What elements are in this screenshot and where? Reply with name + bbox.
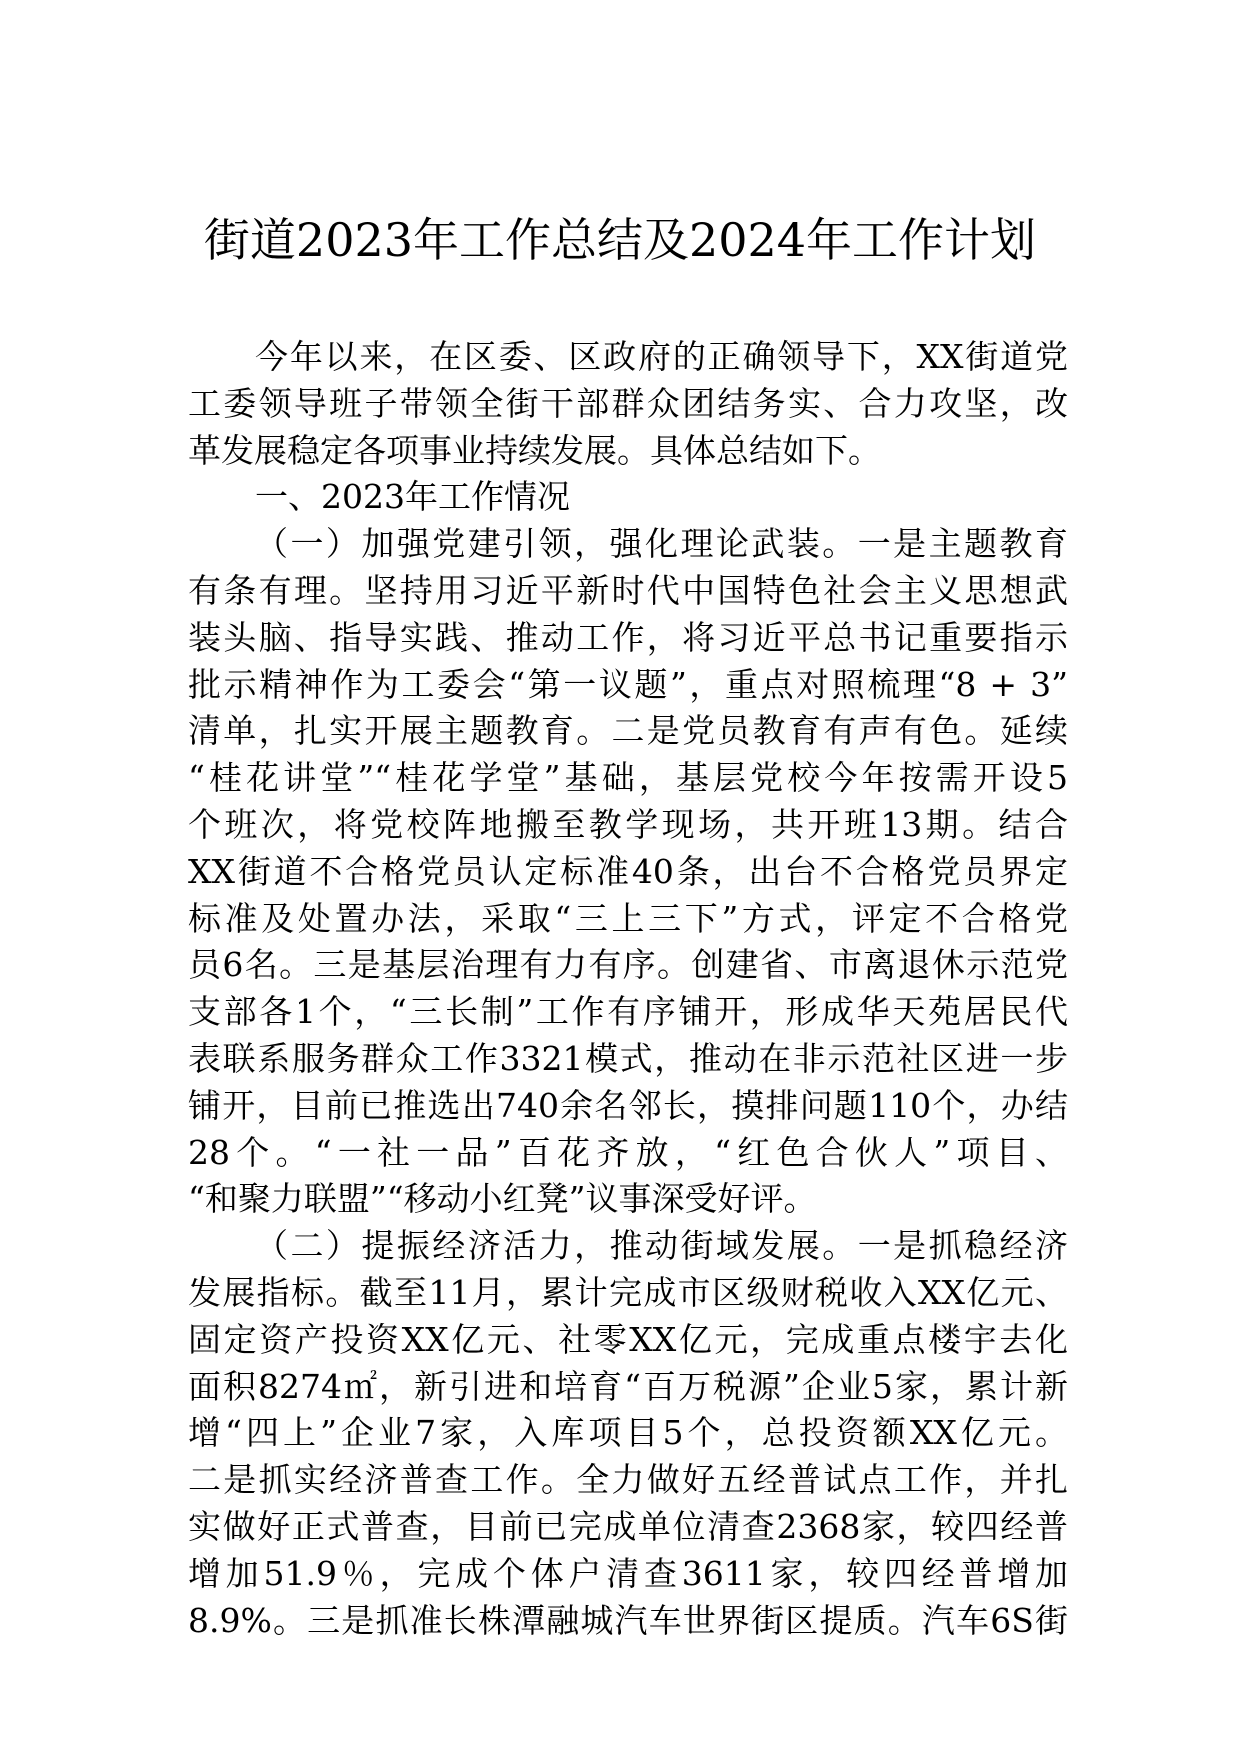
body-text-line: 装头脑、指导实践、推动工作，将习近平总书记重要指示 xyxy=(188,617,1068,657)
body-text-line: 支部各1个，“三长制”工作有序铺开，形成华天苑居民代 xyxy=(188,992,1068,1032)
document-title: 街道2023年工作总结及2024年工作计划 xyxy=(203,213,1037,267)
body-text-line: 批示精神作为工委会“第一议题”，重点对照梳理“8 + 3” xyxy=(188,664,1068,704)
body-text-line: 表联系服务群众工作3321模式，推动在非示范社区进一步 xyxy=(188,1038,1068,1078)
body-text-line: 工委领导班子带领全街干部群众团结务实、合力攻坚，改 xyxy=(188,383,1068,423)
body-text-line: 个班次，将党校阵地搬至教学现场，共开班13期。结合 xyxy=(188,804,1068,844)
body-text-line: XX街道不合格党员认定标准40条，出台不合格党员界定 xyxy=(188,851,1068,891)
body-text-line: 标准及处置办法，采取“三上三下”方式，评定不合格党 xyxy=(188,898,1068,938)
body-text-line: 革发展稳定各项事业持续发展。具体总结如下。 xyxy=(188,430,881,470)
body-text-line: “和聚力联盟”“移动小红凳”议事深受好评。 xyxy=(188,1179,817,1219)
body-text-line: （二）提振经济活力，推动街域发展。一是抓稳经济 xyxy=(255,1226,1068,1266)
body-text-line: 员6名。三是基层治理有力有序。创建省、市离退休示范党 xyxy=(188,945,1068,985)
body-text-line: 8.9%。三是抓准长株潭融城汽车世界街区提质。汽车6S街 xyxy=(188,1600,1068,1640)
body-text-line: 实做好正式普查，目前已完成单位清查2368家，较四经普 xyxy=(188,1506,1068,1546)
document-body xyxy=(188,334,1068,1644)
body-text-line: 清单，扎实开展主题教育。二是党员教育有声有色。延续 xyxy=(188,711,1068,751)
body-text-line: 面积8274㎡，新引进和培育“百万税源”企业5家，累计新 xyxy=(188,1366,1068,1406)
body-text-line: 增加51.9％，完成个体户清查3611家，较四经普增加 xyxy=(188,1553,1068,1593)
body-text-line: 增“四上”企业7家，入库项目5个，总投资额XX亿元。 xyxy=(188,1413,1068,1453)
body-text-line: 固定资产投资XX亿元、社零XX亿元，完成重点楼宇去化 xyxy=(188,1319,1068,1359)
body-text-line: 有条有理。坚持用习近平新时代中国特色社会主义思想武 xyxy=(188,570,1068,610)
body-text-line: 二是抓实经济普查工作。全力做好五经普试点工作，并扎 xyxy=(188,1460,1068,1500)
body-text-line: 铺开，目前已推选出740余名邻长，摸排问题110个，办结 xyxy=(188,1085,1068,1125)
body-text-line: “桂花讲堂”“桂花学堂”基础，基层党校今年按需开设5 xyxy=(188,758,1068,798)
body-text-line: 一、2023年工作情况 xyxy=(255,477,570,517)
body-text-line: （一）加强党建引领，强化理论武装。一是主题教育 xyxy=(255,524,1068,564)
body-text-line: 发展指标。截至11月，累计完成市区级财税收入XX亿元、 xyxy=(188,1272,1068,1312)
body-text-line: 今年以来，在区委、区政府的正确领导下，XX街道党 xyxy=(255,337,1068,376)
body-text-line: 28个。“一社一品”百花齐放，“红色合伙人”项目、 xyxy=(188,1132,1068,1172)
